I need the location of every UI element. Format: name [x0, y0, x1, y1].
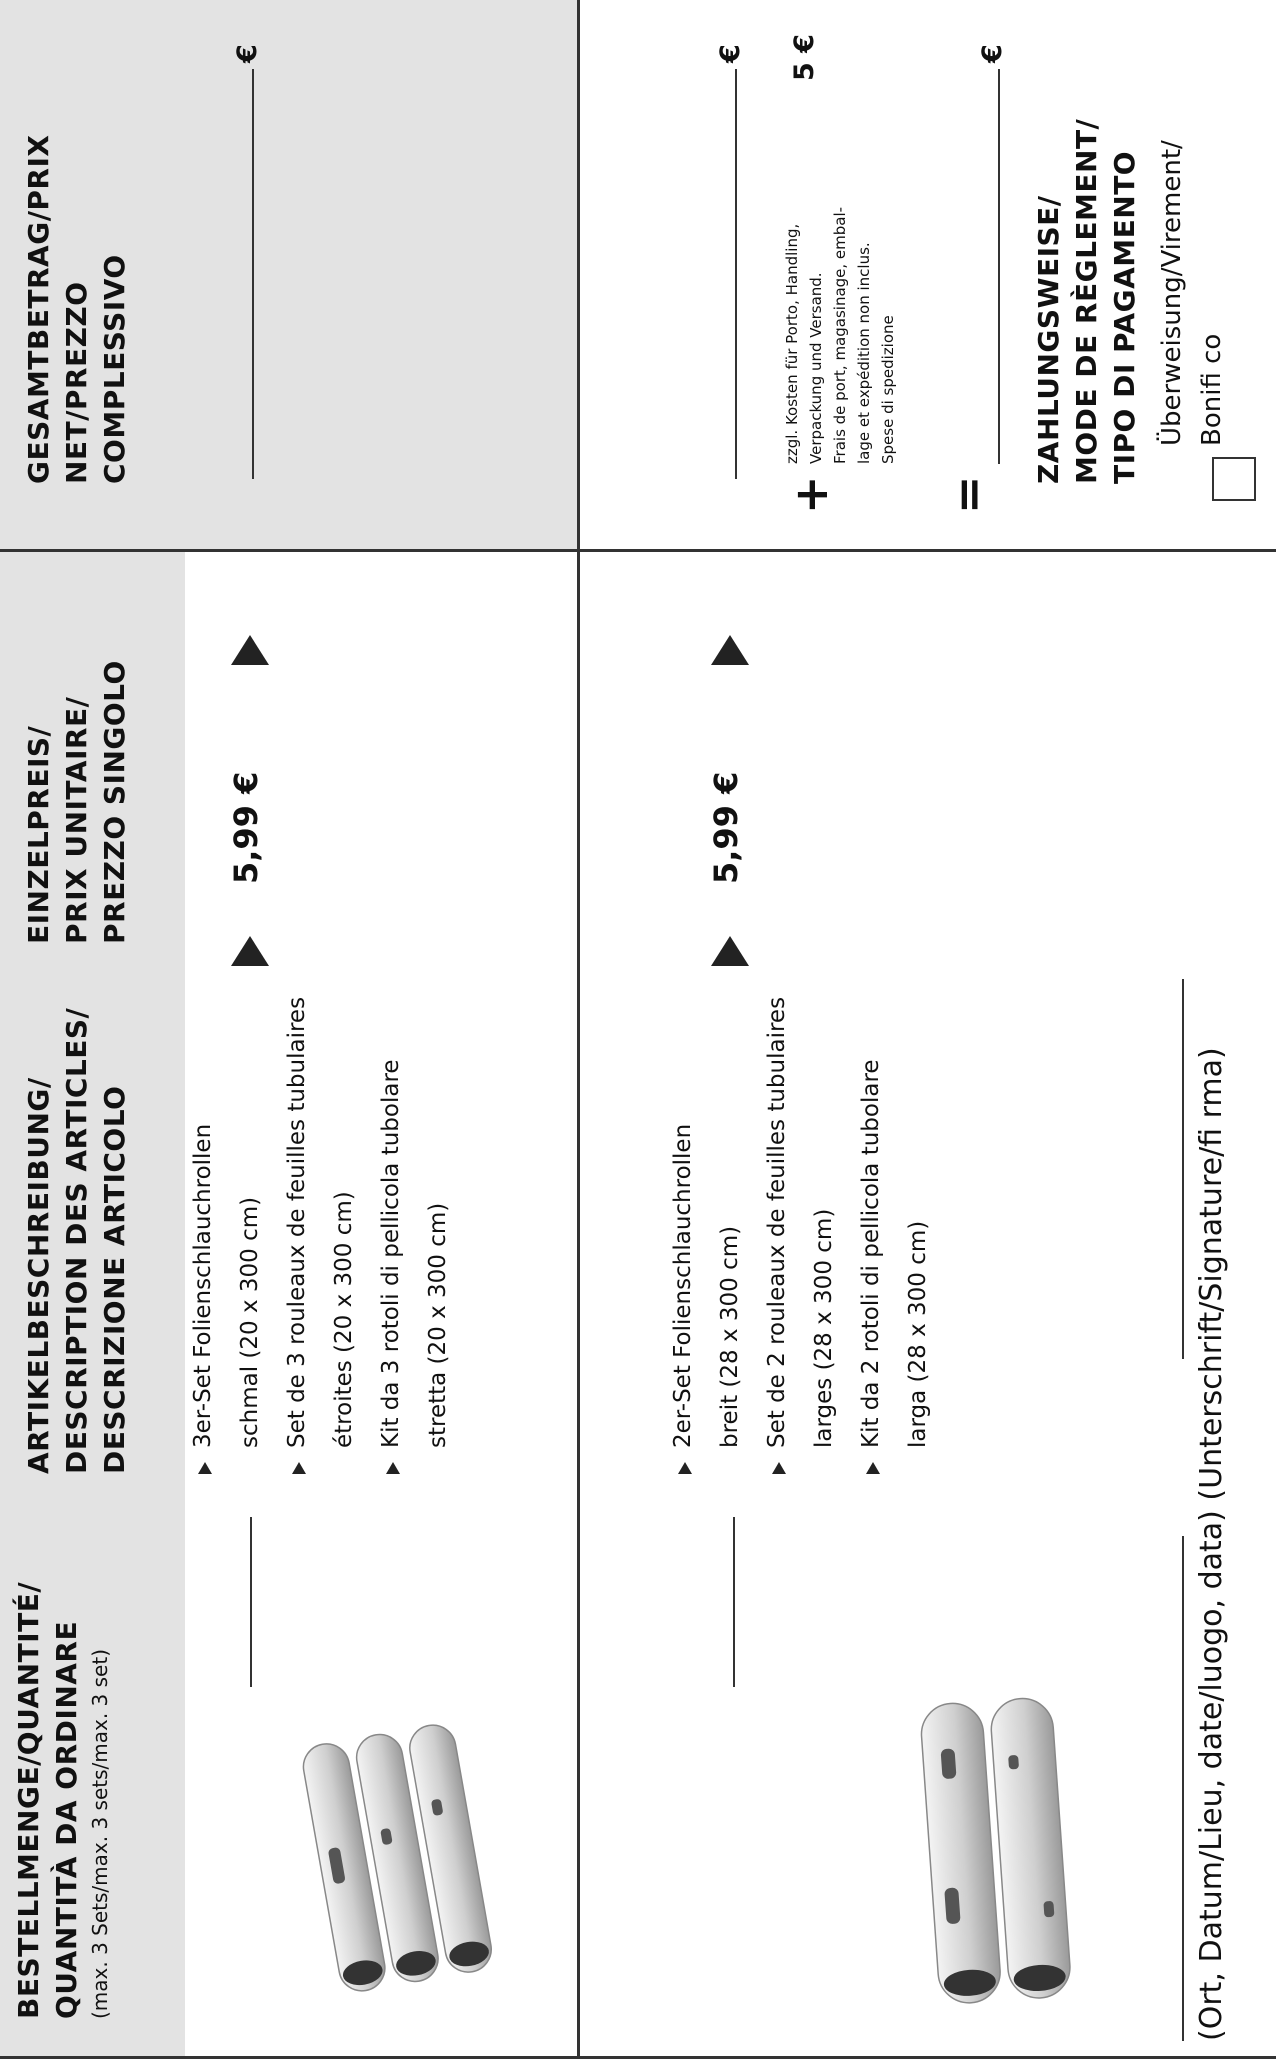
- description-text: stretta (20 x 300 cm): [425, 1202, 451, 1448]
- list-item: [415, 954, 462, 1474]
- list-item: [895, 954, 942, 1474]
- arrow-right-icon: [711, 936, 749, 966]
- description-text: 3er-Set Folienschlauchrollen: [190, 1123, 216, 1448]
- description-header-line-1: ARTIKELBESCHREIBUNG/: [22, 1077, 55, 1474]
- row-2-total-currency: €: [715, 44, 746, 63]
- shipping-note-line: Verpackung und Versand.: [807, 272, 825, 464]
- shipping-note-line: zzgl. Kosten für Porto, Handling,: [783, 223, 801, 464]
- row-2-unit-price: 5,99 €: [707, 771, 745, 884]
- quantity-input-line-1[interactable]: [250, 1517, 252, 1687]
- list-item: [848, 954, 895, 1474]
- grand-total-input-line[interactable]: [998, 69, 1000, 464]
- payment-option-line-2: Bonifi co: [1197, 333, 1227, 446]
- description-text: schmal (20 x 300 cm): [237, 1196, 263, 1448]
- grand-total-currency: €: [977, 44, 1008, 63]
- description-header-line-2: DESCRIPTION DES ARTICLES/: [60, 1007, 93, 1474]
- description-header: [20, 914, 134, 1474]
- row-divider: [577, 0, 580, 2059]
- description-text: Kit da 2 rotoli di pellicola tubolare: [858, 1059, 884, 1448]
- quantity-note: (max. 3 Sets/max. 3 sets/max. 3 set): [88, 1648, 112, 2019]
- list-item: [227, 954, 274, 1474]
- arrow-right-icon: [231, 936, 269, 966]
- row-1-unit-price: 5,99 €: [227, 771, 265, 884]
- bullet-icon: [772, 1462, 786, 1474]
- description-text: Kit da 3 rotoli di pellicola tubolare: [378, 1059, 404, 1448]
- row-2-total-input-line[interactable]: [735, 69, 737, 479]
- plus-sign: +: [784, 475, 838, 514]
- description-text: larga (28 x 300 cm): [905, 1220, 931, 1448]
- quantity-header-line-2: QUANTITÀ DA ORDINARE: [50, 1620, 83, 2019]
- total-price-header-line-2: NET/PREZZO: [60, 281, 93, 484]
- bullet-icon: [386, 1462, 400, 1474]
- list-item: [754, 954, 801, 1474]
- description-text: Set de 3 rouleaux de feuilles tubulaires: [284, 996, 310, 1448]
- unit-price-header-line-3: PREZZO SINGOLO: [98, 660, 131, 944]
- bullet-icon: [198, 1462, 212, 1474]
- list-item: [321, 954, 368, 1474]
- unit-price-header: [20, 544, 134, 944]
- bullet-icon: [866, 1462, 880, 1474]
- description-text: 2er-Set Folienschlauchrollen: [670, 1123, 696, 1448]
- payment-section: [1030, 4, 1144, 484]
- shipping-note-line: Frais de port, magasinage, embal-: [831, 206, 849, 464]
- description-header-line-3: DESCRIZIONE ARTICOLO: [98, 1085, 131, 1474]
- arrow-right-icon: [231, 635, 269, 665]
- quantity-input-line-2[interactable]: [733, 1517, 735, 1687]
- list-item: [707, 954, 754, 1474]
- list-item: [801, 954, 848, 1474]
- row-1-total-currency: €: [232, 44, 263, 63]
- shipping-amount: 5 €: [789, 34, 820, 81]
- total-column-divider: [0, 549, 1276, 552]
- list-item: [660, 954, 707, 1474]
- row-1-description: [180, 954, 462, 1474]
- payment-option: [1152, 6, 1232, 446]
- row-1-total-input-line[interactable]: [252, 69, 254, 479]
- bullet-icon: [678, 1462, 692, 1474]
- total-price-header-line-1: GESAMTBETRAG/PRIX: [22, 134, 55, 484]
- payment-title-line-1: ZAHLUNGSWEISE/: [1032, 195, 1065, 484]
- film-roll-set-3-icon: [290, 1689, 550, 2019]
- unit-price-header-line-1: EINZELPREIS/: [22, 725, 55, 944]
- shipping-note-line: lage et expédition non inclus.: [855, 242, 873, 464]
- list-item: [368, 954, 415, 1474]
- total-price-header: [20, 14, 134, 484]
- film-roll-set-2-icon: [890, 1689, 1150, 2019]
- payment-option-line-1: Überweisung/Virement/: [1157, 140, 1187, 446]
- quantity-header-line-1: BESTELLMENGE/QUANTITÉ/: [12, 1581, 45, 2019]
- description-text: Set de 2 rouleaux de feuilles tubulaires: [764, 996, 790, 1448]
- signature-line[interactable]: [1182, 979, 1184, 1359]
- bullet-icon: [292, 1462, 306, 1474]
- list-item: [180, 954, 227, 1474]
- arrow-right-icon: [711, 635, 749, 665]
- description-text: breit (28 x 300 cm): [717, 1225, 743, 1448]
- shipping-note-line: Spese di spedizione: [879, 315, 897, 464]
- shipping-note: [780, 84, 900, 464]
- signature-label: (Ort, Datum/Lieu, date/luogo, data) (Unterschrift/Signature/fi rma): [1194, 1047, 1229, 2041]
- description-text: étroites (20 x 300 cm): [331, 1191, 357, 1448]
- list-item: [274, 954, 321, 1474]
- row-2-description: [660, 954, 942, 1474]
- description-text: larges (28 x 300 cm): [811, 1208, 837, 1448]
- payment-title-line-3: TIPO DI PAGAMENTO: [1108, 150, 1141, 484]
- total-column-background: [185, 0, 578, 552]
- unit-price-header-line-2: PRIX UNITAIRE/: [60, 696, 93, 944]
- transfer-checkbox[interactable]: [1212, 457, 1256, 501]
- quantity-header: [10, 1499, 114, 2019]
- equals-sign: =: [941, 475, 995, 514]
- place-date-line[interactable]: [1182, 1536, 1184, 2041]
- total-price-header-line-3: COMPLESSIVO: [98, 254, 131, 484]
- payment-title-line-2: MODE DE RÈGLEMENT/: [1070, 118, 1103, 484]
